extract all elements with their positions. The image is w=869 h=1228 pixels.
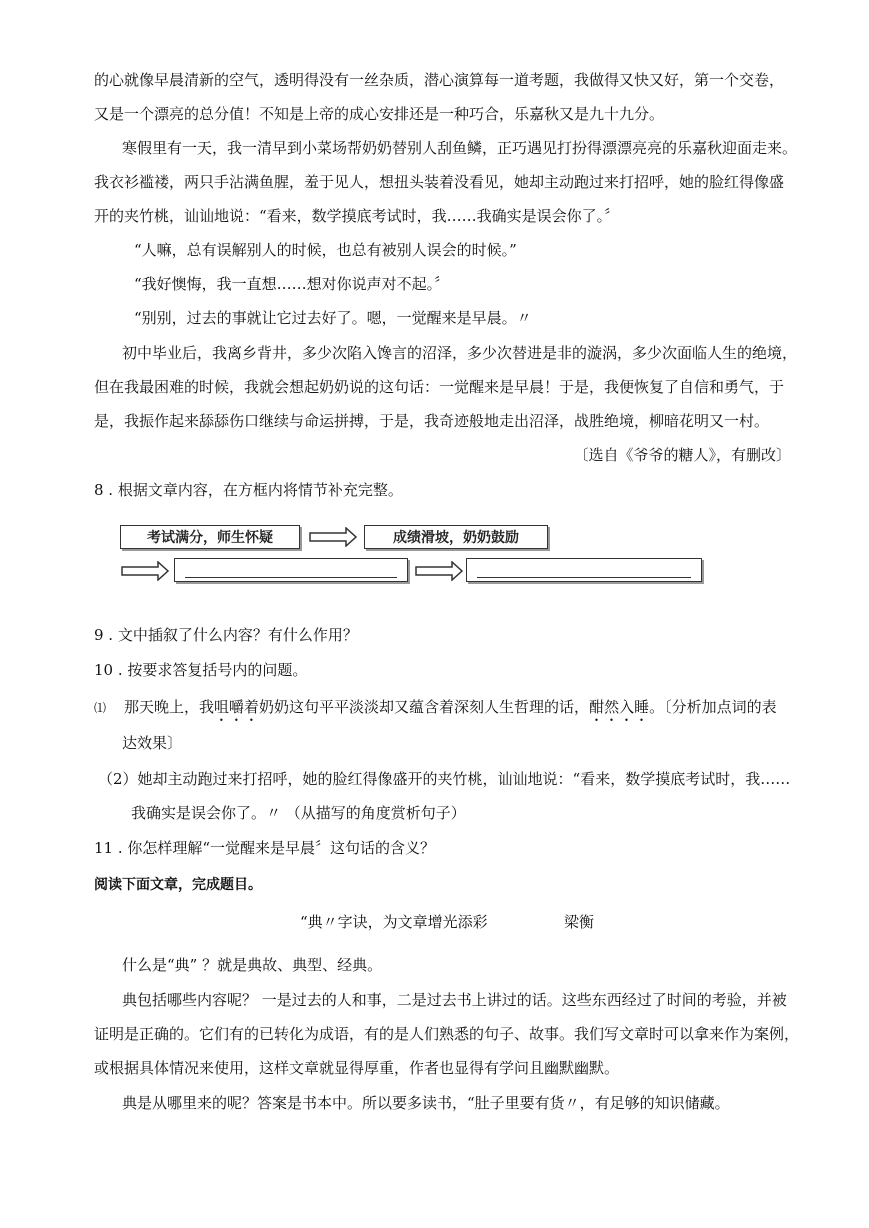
passage-line-3: 寒假里有一天，我一清早到小菜场帮奶奶替别人刮鱼鳞，正巧遇见打扮得漂漂亮亮的乐嘉秋迎面走来。 (122, 139, 798, 157)
passage-line-7: “我好懊悔，我一直想……想对你说声对不起。〞 (134, 275, 450, 293)
section-heading: 阅读下面文章，完成题目。 (94, 877, 262, 893)
passage-line-8: “别别，过去的事就让它过去好了。嗯，一觉醒来是早晨。〃 (134, 309, 532, 327)
emphasis-word-2: 酣然入睡 (589, 698, 650, 716)
emphasis-word-1: 咀嚼着 (214, 698, 260, 716)
arrow-right-icon (414, 561, 464, 581)
article-p2-line-3: 或根据具体情况来使用，这样文章就显得厚重，作者也显得有学问且幽默幽默。 (94, 1059, 620, 1077)
flow-box-2: 成绩滑坡，奶奶鼓励 (364, 525, 548, 549)
passage-line-1: 的心就像早晨清新的空气，透明得没有一丝杂质，潜心演算每一道考题，我做得又快又好，第一个交卷， (94, 71, 785, 89)
question-10: 10 . 按要求答复括号内的问题。 (94, 661, 308, 679)
arrow-right-icon (120, 561, 170, 581)
passage-line-9: 初中毕业后，我离乡背井，多少次陷入馋言的沼泽，多少次替进是非的漩涡，多少次面临人生的绝境， (122, 344, 798, 362)
article-p2-line-1: 典包括哪些内容呢？ 一是过去的人和事，二是过去书上讲过的话。这些东西经过了时间的考验，并被 (122, 991, 787, 1009)
passage-line-4: 我衣衫褴褛，两只手沾满鱼腥，羞于见人，想扭头装着没看见，她却主动跑过来打招呼，她的脸红得像盛 (94, 173, 785, 191)
question-8: 8 . 根据文章内容，在方框内将情节补充完整。 (94, 481, 403, 499)
passage-line-10: 但在我最困难的时候，我就会想起奶奶说的这句话：一觉醒来是早晨！于是，我便恢复了自信和勇气，于 (94, 378, 785, 396)
article-title: “典〃字诀，为文章增光添彩 (300, 913, 488, 931)
article-author: 梁衡 (564, 913, 595, 931)
question-10-2: （2）她却主动跑过来打招呼，她的脸红得像盛开的夹竹桃，讪讪地说：“看来，数学摸底考试时，我…… (98, 770, 791, 788)
passage-source: 〔选自《爷爷的糖人》，有删改〕 (573, 446, 791, 464)
question-9: 9 . 文中插叙了什么内容？有什么作用？ (94, 626, 358, 644)
article-p3: 典是从哪里来的呢？答案是书本中。所以要多读书，“肚子里要有货〃，有足够的知识储藏。 (122, 1094, 730, 1112)
plot-flowchart (120, 521, 710, 587)
article-p1: 什么是“典” ？就是典故、典型、经典。 (122, 956, 383, 974)
passage-line-5: 开的夹竹桃，讪讪地说：“看来，数学摸底考试时，我……我确实是误会你了。〞 (94, 207, 620, 225)
flow-blank-box-1[interactable] (174, 558, 408, 582)
question-10-1-cont: 达效果〕 (122, 734, 183, 752)
question-11: 11 . 你怎样理解“一觉醒来是早晨〞这句话的含义？ (94, 839, 436, 857)
question-10-2-cont: 我确实是误会你了。〃 （从描写的角度赏析句子） (131, 804, 466, 822)
article-p2-line-2: 证明是正确的。它们有的已转化为成语，有的是人们熟悉的句子、故事。我们写文章时可以拿来作为案例， (94, 1025, 800, 1043)
passage-line-2: 又是一个漂亮的总分值！不知是上帝的成心安排还是一种巧合，乐嘉秋又是九十九分。 (94, 105, 665, 123)
arrow-right-icon (308, 527, 358, 547)
sub-question-number: ⑴ (94, 701, 107, 715)
flow-blank-box-2[interactable] (466, 558, 702, 582)
passage-line-6: “人嘛，总有误解别人的时候，也总有被别人误会的时候。” (134, 241, 517, 259)
passage-line-11: 是，我振作起来舔舔伤口继续与命运拼搏，于是，我奇迹般地走出沼泽，战胜绝境，柳暗花明又一村。 (94, 412, 770, 430)
flow-box-1: 考试满分，师生怀疑 (120, 525, 300, 549)
question-10-1: ⑴ 那天晚上，我咀嚼着奶奶这句平平淡淡却又蕴含着深刻人生哲理的话，酣然入睡。〔分析加点词的表 (94, 698, 777, 716)
